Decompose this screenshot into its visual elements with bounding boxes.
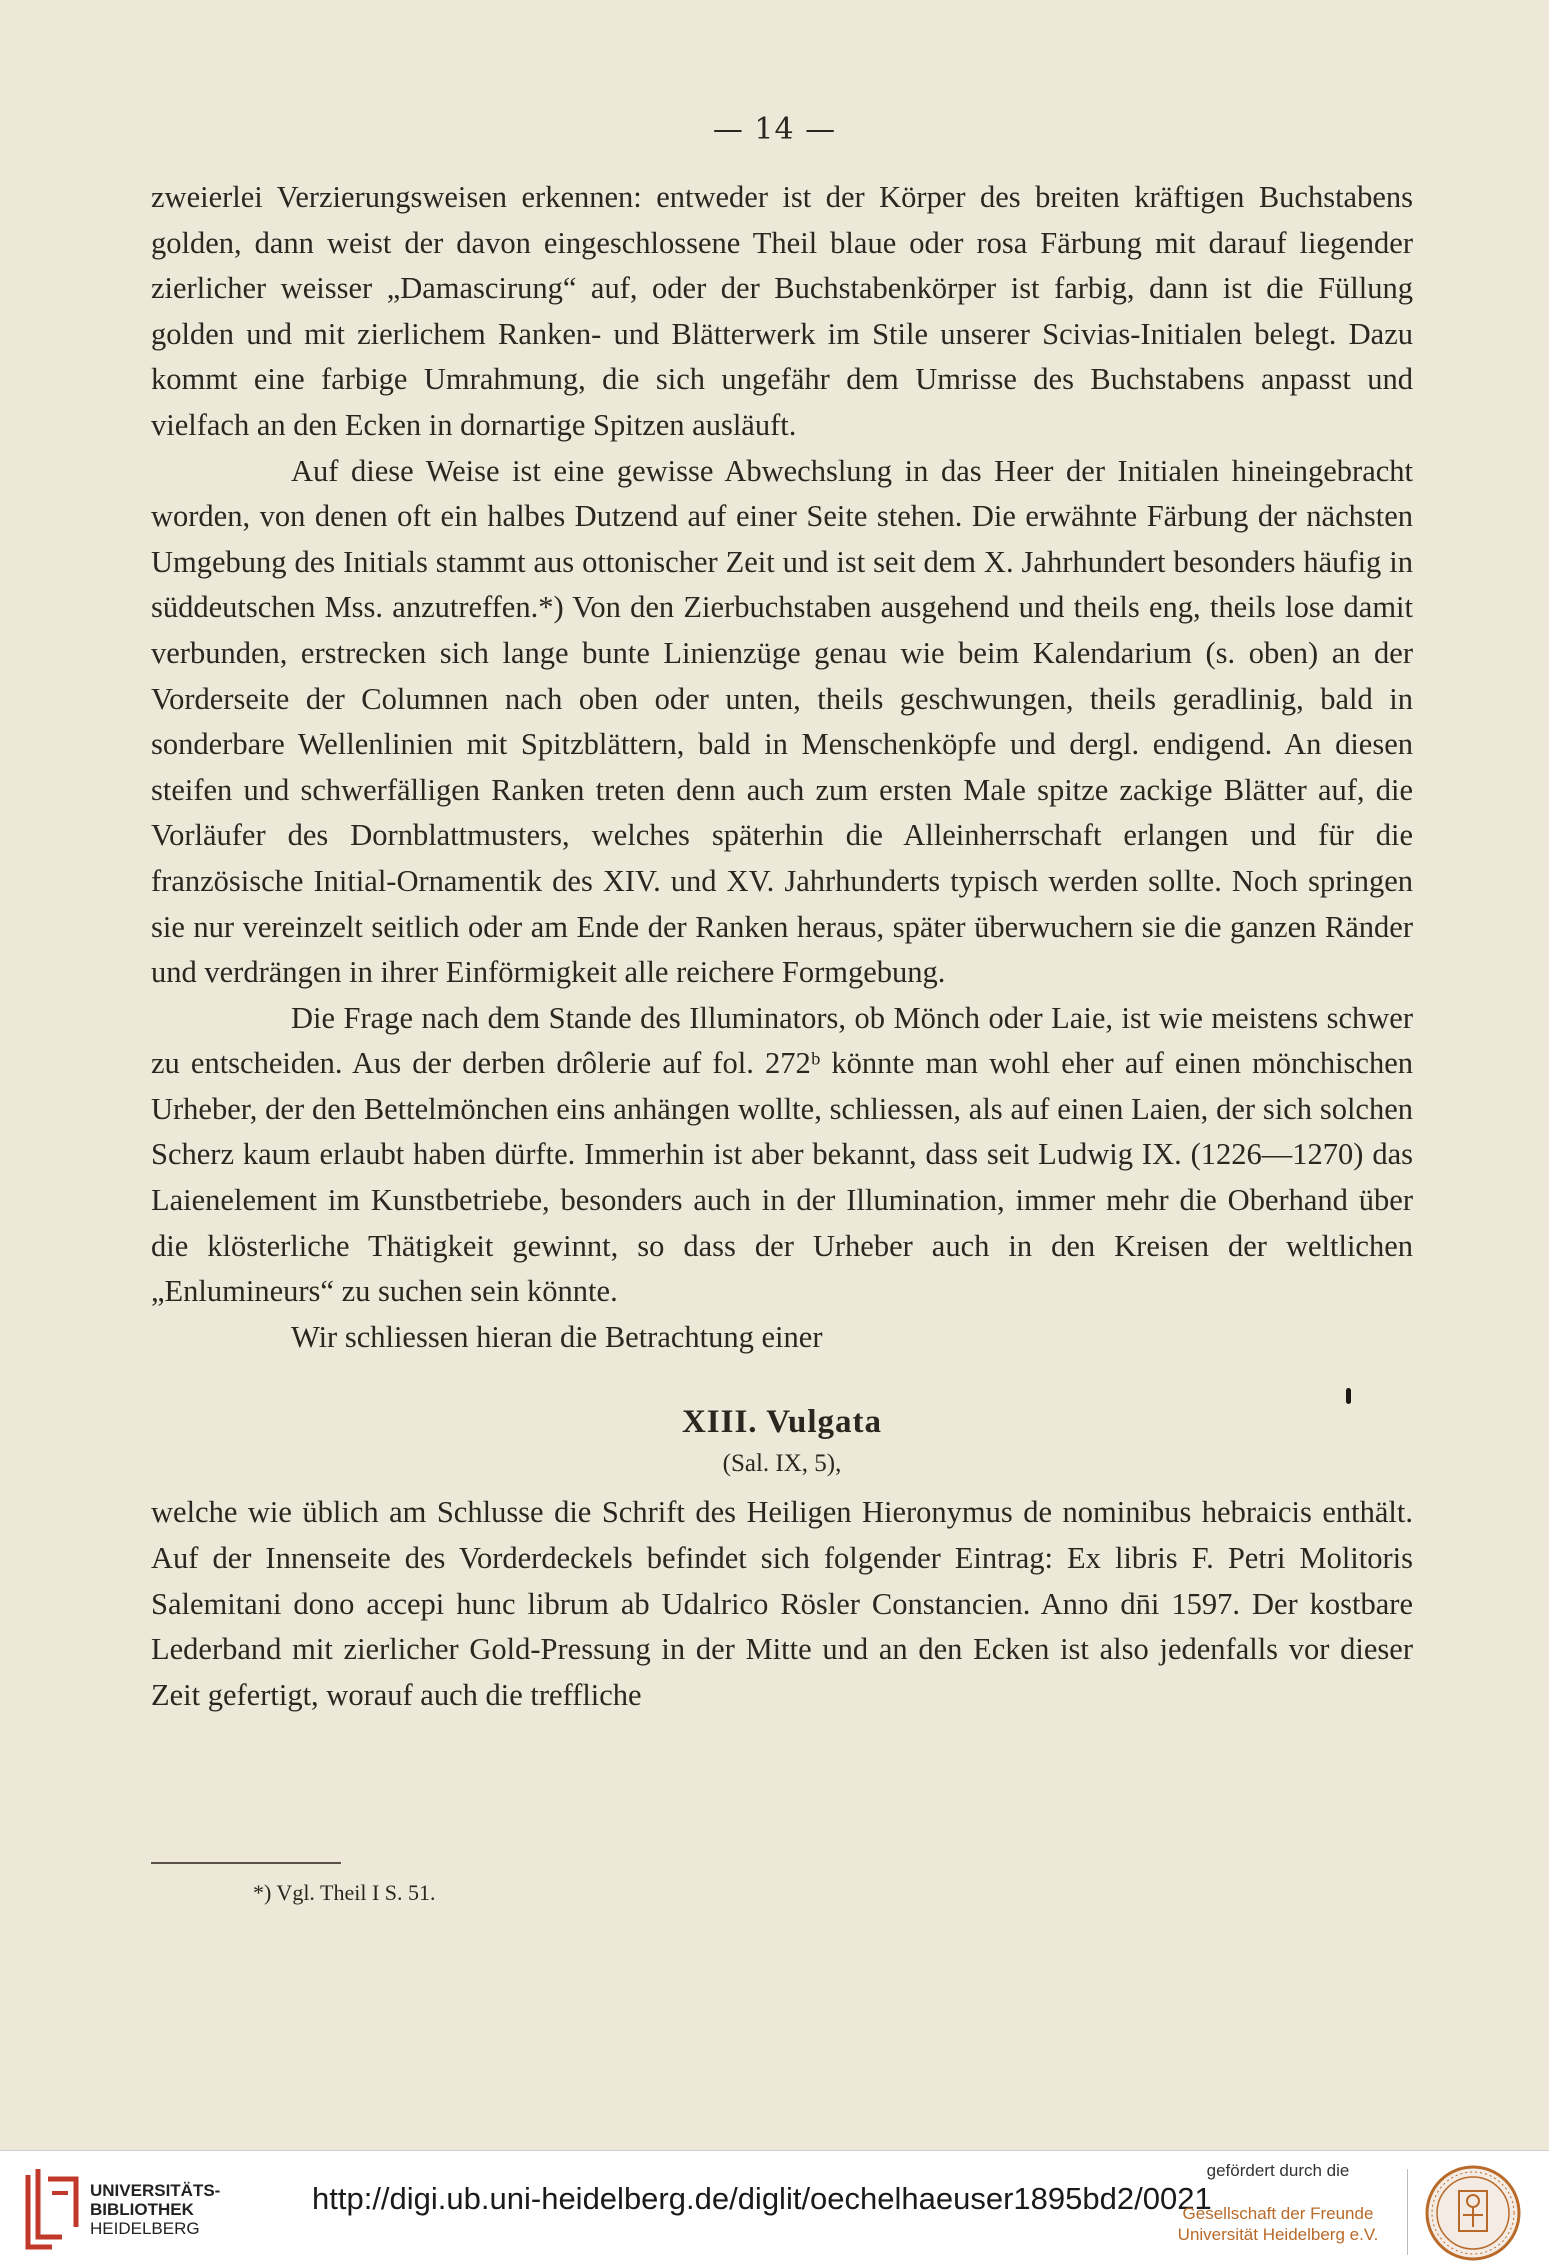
footer-divider <box>1407 2169 1408 2255</box>
library-name-line-3: HEIDELBERG <box>90 2219 200 2238</box>
library-name <box>90 2181 220 2238</box>
paragraph-5: welche wie üblich am Schlusse die Schrift des Heiligen Hieronymus de nominibus hebraicis enthält. Auf der Innenseite des Vorderdeckels befindet sich folgender Eintrag: Ex libris F. Petri Molitoris Salemitani dono accepi hunc librum ab Udalrico Rösler Constancien. Anno dn̄i 1597. Der kostbare Lederband mit zierlicher Gold-Pressung in der Mitte und an den Ecken ist also jedenfalls vor dieser Zeit gefertigt, worauf auch die treffliche <box>151 1495 1413 1712</box>
permalink-url[interactable]: http://digi.ub.uni-heidelberg.de/diglit/oechelhaeuser1895bd2/0021 <box>312 2181 1212 2216</box>
section-heading: XIII. Vulgata <box>681 1404 883 1441</box>
university-seal-icon <box>1423 2163 1523 2263</box>
page-number: — 14 — <box>712 112 837 147</box>
ink-blot <box>1346 1388 1351 1404</box>
paragraph-4: Wir schliessen hieran die Betrachtung einer <box>291 1319 823 1354</box>
footnote-divider <box>151 1862 341 1864</box>
library-name-line-1: UNIVERSITÄTS- <box>90 2181 221 2200</box>
library-name-line-2: BIBLIOTHEK <box>90 2200 194 2219</box>
paragraph-2: Auf diese Weise ist eine gewisse Abwechslung in das Heer der Initialen hineingebracht worden, von denen oft ein halbes Dutzend auf einer Seite stehen. Die erwähnte Färbung der nächsten Umgebung des Initials stammt aus ottonischer Zeit und ist seit dem X. Jahrhundert besonders häufig in süddeutschen Mss. anzutreffen.*) Von den Zierbuchstaben ausgehend und theils eng, theils lose damit verbunden, erstrecken sich lange bunte Linienzüge genau wie beim Kalendarium (s. oben) an der Vorderseite der Columnen nach oben oder unten, theils geschwungen, theils geradlinig, bald in sonderbare Wellenlinien mit Spitzblättern, bald in Menschenköpfe und dergl. endigend. An diesen steifen und schwerfälligen Ranken treten denn auch zum ersten Male spitze zackige Blätter auf, die Vorläufer des Dornblattmusters, welches späterhin die Alleinherrschaft erlangen und für die französische Initial-Ornamentik des XIV. und XV. Jahrhunderts typisch werden sollte. Noch springen sie nur vereinzelt seitlich oder am Ende der Ranken heraus, später überwuchern sie die ganzen Ränder und verdrängen in ihrer Einförmigkeit alle reichere Formgebung. <box>151 453 1413 990</box>
paragraph-3: Die Frage nach dem Stande des Illuminators, ob Mönch oder Laie, ist wie meistens schwer zu entscheiden. Aus der derben drôlerie auf fol. 272ᵇ könnte man wohl eher auf einen mönchischen Urheber, der den Bettelmönchen eins anhängen wollte, schliessen, als auf einen Laien, der sich solchen Scherz kaum erlaubt haben dürfte. Immerhin ist aber bekannt, dass seit Ludwig IX. (1226—1270) das Laienelement im Kunstbetriebe, besonders auch in der Illumination, immer mehr die Oberhand über die klösterliche Thätigkeit gewinnt, so dass der Urheber auch in den Kreisen der weltlichen „Enlumineurs“ zu suchen sein könnte. <box>151 1000 1413 1309</box>
sponsor-label: gefördert durch die <box>1206 2161 1350 2180</box>
sponsor-block <box>1165 2161 1391 2245</box>
sponsor-name-line-2: Universität Heidelberg e.V. <box>1177 2225 1379 2244</box>
footnote: *) Vgl. Theil I S. 51. <box>253 1880 436 1905</box>
section-subheading: (Sal. IX, 5), <box>722 1450 842 1478</box>
footer-bar <box>0 2150 1549 2267</box>
sponsor-name-line-1: Gesellschaft der Freunde <box>1182 2204 1374 2223</box>
library-logo-icon <box>22 2165 82 2253</box>
sponsor-name <box>1165 2203 1391 2245</box>
body-text <box>151 175 1413 1718</box>
paragraph-1: zweierlei Verzierungsweisen erkennen: entweder ist der Körper des breiten kräftigen Buchstabens golden, dann weist der davon eingeschlossene Theil blaue oder rosa Färbung mit darauf liegender zierlicher weisser „Damascirung“ auf, oder der Buchstabenkörper ist farbig, dann ist die Füllung golden und mit zierlichem Ranken- und Blätterwerk im Stile unserer Scivias-Initialen belegt. Dazu kommt eine farbige Umrahmung, die sich ungefähr dem Umrisse des Buchstabens anpasst und vielfach an den Ecken in dornartige Spitzen ausläuft. <box>151 180 1413 442</box>
